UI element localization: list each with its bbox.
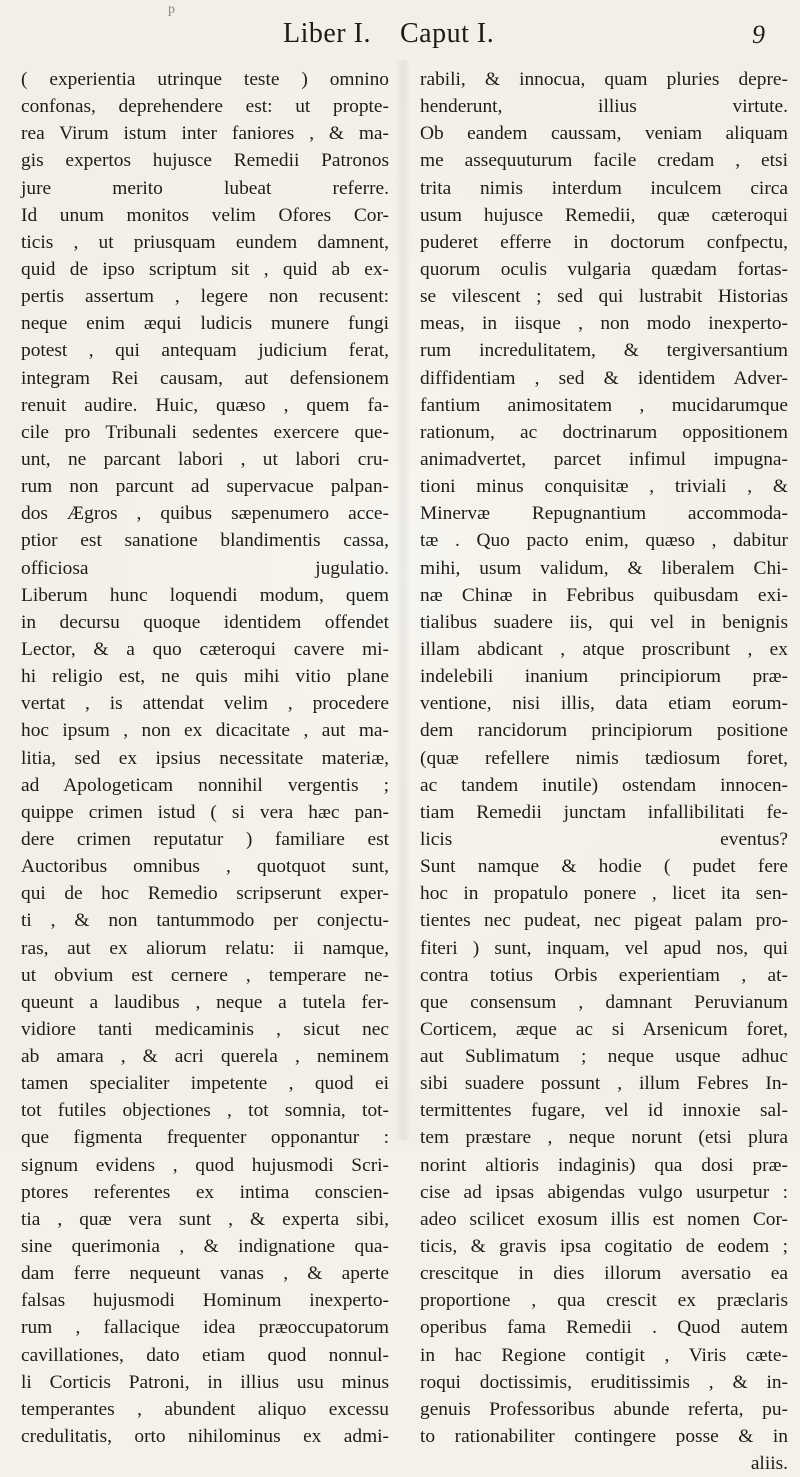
text-line: que consensum , damnant Peruvianum — [420, 991, 788, 1013]
text-line: hoc in propatulo ponere , licet ita sen- — [420, 883, 788, 905]
text-line: dere crimen reputatur ) familiare est — [21, 828, 389, 850]
text-line: tientes nec pudeat, nec pigeat palam pro- — [420, 910, 788, 932]
text-line: me assequuturum facile credam , etsi — [420, 150, 788, 172]
text-line: norint altioris indaginis) qua dosi præ- — [420, 1154, 788, 1176]
text-line: se vilescent ; sed qui lustrabit Historias — [420, 286, 788, 308]
text-line: dem rancidorum principiorum positione — [420, 720, 788, 742]
text-line: dos Ægros , quibus sæpenumero acce- — [21, 503, 389, 525]
text-line: to rationabiliter contingere posse & in — [420, 1426, 788, 1448]
text-line: sibi suadere possunt , illum Febres In- — [420, 1073, 788, 1095]
text-line: renuit audire. Huic, quæso , quem fa- — [21, 394, 389, 416]
text-line: pertis assertum , legere non recusent: — [21, 286, 389, 308]
text-line: Corticem, æque ac si Arsenicum foret, — [420, 1018, 788, 1040]
catchword: aliis. — [750, 1453, 788, 1475]
text-line: usum hujusce Remedii, quæ cæteroqui — [420, 204, 788, 226]
text-line: tæ . Quo pacto enim, quæso , dabitur — [420, 530, 788, 552]
text-line: tem præstare , neque norunt (etsi plura — [420, 1127, 788, 1149]
text-line: jure merito lubeat referre. — [21, 177, 389, 199]
text-line: genuis Professoribus abunde referta, pu- — [420, 1398, 788, 1420]
text-line: hi religio est, ne quis mihi vitio plane — [21, 666, 389, 688]
page-number: 9 — [752, 20, 765, 49]
gutter — [395, 60, 411, 1140]
text-line: ti , & non tantummodo per conjectu- — [21, 910, 389, 932]
text-line: unt, ne parcant labori , ut labori cru- — [21, 448, 389, 470]
text-line: operibus fama Remedii . Quod autem — [420, 1317, 788, 1339]
text-line: rum , fallacique idea præoccupatorum — [21, 1317, 389, 1339]
text-line: ( experientia utrinque teste ) omnino — [21, 69, 389, 90]
text-line: proportione , qua crescit ex præclaris — [420, 1290, 788, 1312]
text-line: rum incredulitatem, & tergiversantium — [420, 340, 788, 362]
text-line: gis expertos hujusce Remedii Patronos — [21, 150, 389, 172]
text-line: cise ad ipsas abigendas vulgo usurpetur : — [420, 1181, 788, 1203]
text-line: Lector, & a quo cæteroqui cavere mi- — [21, 638, 389, 660]
text-line: Auctoribus omnibus , quotquot sunt, — [21, 856, 389, 878]
text-line: falsas hujusmodi Hominum inexperto- — [21, 1290, 389, 1312]
text-line: rea Virum istum inter faniores , & ma- — [21, 123, 389, 145]
text-line: neque enim æqui ludicis munere fungi — [21, 313, 389, 335]
text-line: vertat , is attendat velim , procedere — [21, 693, 389, 715]
text-line: qui de hoc Remedio scripserunt exper- — [21, 883, 389, 905]
text-line: in decursu quoque identidem offendet — [21, 611, 389, 633]
text-line: crescitque in dies illorum aversatio ea — [420, 1263, 788, 1285]
text-line: hoc ipsum , non ex dicacitate , aut ma- — [21, 720, 389, 742]
text-line: tiam Remedii junctam infallibilitati fe- — [420, 801, 788, 823]
text-line: roqui doctissimis, eruditissimis , & in- — [420, 1371, 788, 1393]
text-line: contra totius Orbis experientiam , at- — [420, 964, 788, 986]
text-line: quid de ipso scriptum sit , quid ab ex- — [21, 258, 389, 280]
text-line: adeo scilicet exosum illis est nomen Cor- — [420, 1208, 788, 1230]
text-line: ad Apologeticam nonnihil vergentis ; — [21, 774, 389, 796]
text-line: Minervæ Repugnantium accommoda- — [420, 503, 788, 525]
text-line: litia, sed ex ipsius necessitate materiæ, — [21, 747, 389, 769]
text-line: indelebili inanium principiorum præ- — [420, 666, 788, 688]
header-chapter-title: Caput I. — [400, 18, 495, 49]
text-line: illam abdicant , atque proscribunt , ex — [420, 638, 788, 660]
text-line: licis eventus? — [420, 828, 788, 850]
text-line: tot futiles objectiones , tot somnia, tot- — [21, 1100, 389, 1122]
text-line: henderunt, illius virtute. — [420, 96, 788, 118]
text-line: ac tandem inutile) ostendam innocen- — [420, 774, 788, 796]
text-line: li Corticis Patroni, in illius usu minus — [21, 1371, 389, 1393]
text-line: fiteri ) sunt, inquam, vel apud nos, qui — [420, 937, 788, 959]
text-line: que figmenta frequenter opponantur : — [21, 1127, 389, 1149]
text-line: sine querimonia , & indignatione qua- — [21, 1236, 389, 1258]
text-line: ras, aut ex aliorum relatu: ii namque, — [21, 937, 389, 959]
right-text-column — [420, 66, 788, 1477]
text-line: ab amara , & acri querela , neminem — [21, 1046, 389, 1068]
text-line: tia , quæ vera sunt , & experta sibi, — [21, 1208, 389, 1230]
text-line: cile pro Tribunali sedentes exercere que- — [21, 421, 389, 443]
text-line: signum evidens , quod hujusmodi Scri- — [21, 1154, 389, 1176]
running-header — [0, 18, 800, 52]
text-line: animadvertet, parcet infimul impugna- — [420, 448, 788, 470]
text-line: cavillationes, dato etiam quod nonnul- — [21, 1344, 389, 1366]
text-line: ticis, & gravis ipsa cogitatio de eodem ; — [420, 1236, 788, 1258]
text-line: ut obvium est cernere , temperare ne- — [21, 964, 389, 986]
text-line: confonas, deprehendere est: ut propte- — [21, 96, 389, 118]
text-line: næ Chinæ in Febribus quibusdam exi- — [420, 584, 788, 606]
text-line: fantium animositatem , mucidarumque — [420, 394, 788, 416]
text-line: in hac Regione contigit , Viris cæte- — [420, 1344, 788, 1366]
text-line: temperantes , abundent aliquo excessu — [21, 1398, 389, 1420]
left-text-column — [21, 66, 389, 1450]
text-line: officiosa jugulatio. — [21, 557, 389, 579]
text-line: vidiore tanti medicaminis , sicut nec — [21, 1018, 389, 1040]
text-line: Ob eandem caussam, veniam aliquam — [420, 123, 788, 145]
text-line: mihi, usum validum, & liberalem Chi- — [420, 557, 788, 579]
text-line: quippe crimen istud ( si vera hæc pan- — [21, 801, 389, 823]
text-line: ptores referentes ex intima conscien- — [21, 1181, 389, 1203]
text-line: ventione, nisi illis, data etiam eorum- — [420, 693, 788, 715]
text-line: ptior est sanatione blandimentis cassa, — [21, 530, 389, 552]
text-line: tioni minus conquisitæ , triviali , & — [420, 476, 788, 498]
text-line: termittentes fugare, vel id innoxie sal- — [420, 1100, 788, 1122]
text-line: tialibus suadere iis, qui vel in benignis — [420, 611, 788, 633]
text-line: dam ferre nequeunt vanas , & aperte — [21, 1263, 389, 1285]
text-line: queunt a laudibus , neque a tutela fer- — [21, 991, 389, 1013]
text-line: rationum, ac doctrinarum oppositionem — [420, 421, 788, 443]
text-line: meas, in iisque , non modo inexperto- — [420, 313, 788, 335]
text-line: puderet efferre in doctorum confpectu, — [420, 231, 788, 253]
text-line: (quæ refellere nimis tædiosum foret, — [420, 747, 788, 769]
text-line: integram Rei causam, aut defensionem — [21, 367, 389, 389]
text-line: Id unum monitos velim Ofores Cor- — [21, 204, 389, 226]
text-line: trita nimis interdum inculcem circa — [420, 177, 788, 199]
text-line: credulitatis, orto nihilominus ex admi- — [21, 1426, 389, 1448]
text-line: tamen specialiter impetente , quod ei — [21, 1073, 389, 1095]
text-line: potest , qui antequam judicium ferat, — [21, 340, 389, 362]
top-mark: p — [168, 2, 176, 17]
text-line: Liberum hunc loquendi modum, quem — [21, 584, 389, 606]
text-line: diffidentiam , sed & identidem Adver- — [420, 367, 788, 389]
text-line: rabili, & innocua, quam pluries depre- — [420, 69, 788, 90]
text-line: aut Sublimatum ; neque usque adhuc — [420, 1046, 788, 1068]
text-line: rum non parcunt ad supervacue palpan- — [21, 476, 389, 498]
text-line: ticis , ut priusquam eundem damnent, — [21, 231, 389, 253]
text-line: Sunt namque & hodie ( pudet fere — [420, 856, 788, 878]
header-book-title: Liber I. — [283, 18, 371, 49]
text-line: quorum oculis vulgaria quædam fortas- — [420, 258, 788, 280]
